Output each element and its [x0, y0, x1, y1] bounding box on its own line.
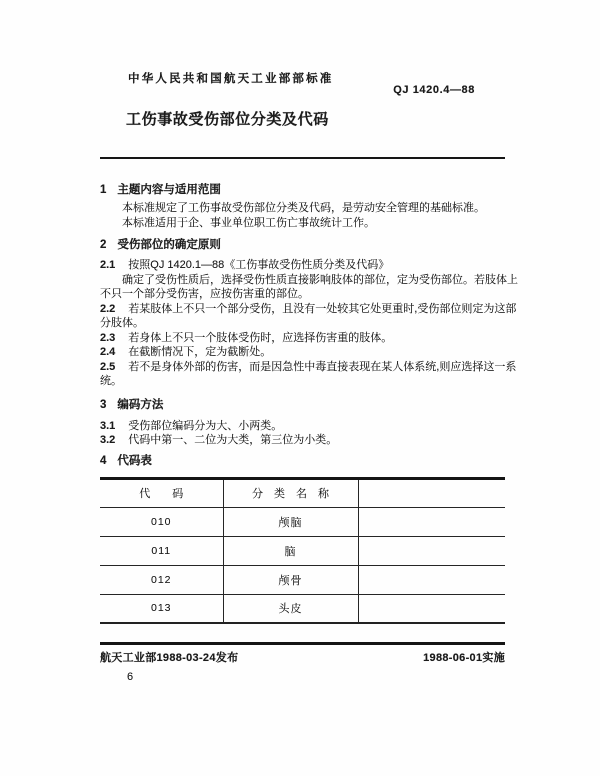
code-column-header: 代 码	[100, 478, 223, 507]
clause-text: 若身体上不只一个肢体受伤时，应选择伤害重的肢体。	[128, 331, 393, 344]
section-4-title: 代码表	[117, 454, 152, 467]
code-cell: 013	[100, 594, 223, 623]
release-date-text: 航天工业部1988-03-24发布	[100, 652, 239, 664]
page-number: 6	[127, 671, 134, 683]
clause-text: 分肢体。	[100, 317, 144, 329]
clause-number: 3.1	[100, 419, 116, 432]
table-row	[100, 536, 505, 565]
extra-cell	[358, 536, 505, 565]
clause-number: 2.5	[100, 360, 116, 373]
section-1-number: 1	[100, 184, 107, 196]
clause-text: 统。	[100, 375, 122, 387]
name-column-header: 分 类 名 称	[223, 478, 358, 507]
standard-org-line: 中华人民共和国航天工业部部标准	[128, 73, 334, 85]
section-3-title: 编码方法	[117, 398, 164, 411]
clause-number: 2.1	[100, 259, 116, 271]
code-table-header-row	[100, 478, 505, 507]
clause-text: 本标准适用于企、事业单位职工伤亡事故统计工作。	[122, 216, 375, 229]
code-cell: 010	[100, 507, 223, 536]
section-1-heading	[100, 183, 505, 198]
clause-number: 2.3	[100, 331, 116, 344]
clause-line	[100, 316, 505, 331]
clause-line	[100, 273, 518, 288]
clause-line	[100, 258, 505, 273]
clause-text: 确定了受伤性质后，选择受伤性质直接影响肢体的部位，定为受伤部位。若肢体上	[122, 273, 518, 286]
section-3-heading	[100, 398, 505, 413]
section-2-heading	[100, 238, 505, 253]
extra-cell	[358, 594, 505, 623]
clause-line	[100, 302, 517, 317]
code-cell: 011	[100, 536, 223, 565]
clause-text: 不只一个部分受伤害，应按伤害重的部位。	[100, 288, 309, 300]
header-divider-rule	[100, 157, 505, 159]
extra-cell	[358, 507, 505, 536]
clause-text: 代码中第一、二位为大类，第三位为小类。	[128, 434, 338, 446]
clause-line	[100, 374, 505, 389]
footer-bar	[100, 642, 505, 665]
table-row	[100, 507, 505, 536]
clause-line	[100, 360, 517, 375]
document-title: 工伤事故受伤部位分类及代码	[126, 111, 329, 128]
name-cell: 颅骨	[223, 565, 358, 594]
page-content	[100, 0, 518, 683]
table-row	[100, 565, 505, 594]
name-cell: 头皮	[223, 594, 358, 623]
clause-text: 若某肢体上不只一个部分受伤，且没有一处较其它处更重时,受伤部位则定为这部	[128, 302, 517, 315]
implementation-date-text: 1988-06-01实施	[423, 652, 505, 664]
clause-number: 2.4	[100, 346, 116, 358]
section-4-number: 4	[100, 454, 107, 467]
clause-line	[100, 331, 505, 346]
clause-line	[100, 433, 505, 448]
clause-line	[100, 345, 505, 360]
code-table	[100, 477, 505, 625]
clause-line	[100, 419, 505, 434]
standard-code: QJ 1420.4—88	[393, 84, 475, 96]
clause-number: 2.2	[100, 302, 116, 315]
clause-text: 本标准规定了工伤事故受伤部位分类及代码，是劳动安全管理的基础标准。	[122, 202, 485, 214]
name-cell: 颅脑	[223, 507, 358, 536]
clause-text: 若不是身体外部的伤害，而是因急性中毒直接表现在某人体系统,则应选择这一系	[128, 360, 517, 373]
clause-number: 3.2	[100, 434, 116, 446]
section-2-title: 受伤部位的确定原则	[117, 239, 221, 251]
name-cell: 脑	[223, 536, 358, 565]
clause-line	[100, 216, 505, 231]
table-row	[100, 594, 505, 623]
code-cell: 012	[100, 565, 223, 594]
section-3-number: 3	[100, 398, 107, 411]
extra-column-header	[358, 478, 505, 507]
section-1-title: 主题内容与适用范围	[117, 184, 221, 196]
clause-line	[100, 287, 505, 302]
clause-text: 按照QJ 1420.1—88《工伤事故受伤性质分类及代码》	[128, 259, 390, 271]
section-2-number: 2	[100, 239, 107, 251]
clause-text: 受伤部位编码分为大、小两类。	[128, 419, 283, 432]
clause-text: 在截断情况下，定为截断处。	[128, 346, 272, 358]
clause-line	[100, 201, 505, 216]
extra-cell	[358, 565, 505, 594]
section-4-heading	[100, 454, 505, 469]
